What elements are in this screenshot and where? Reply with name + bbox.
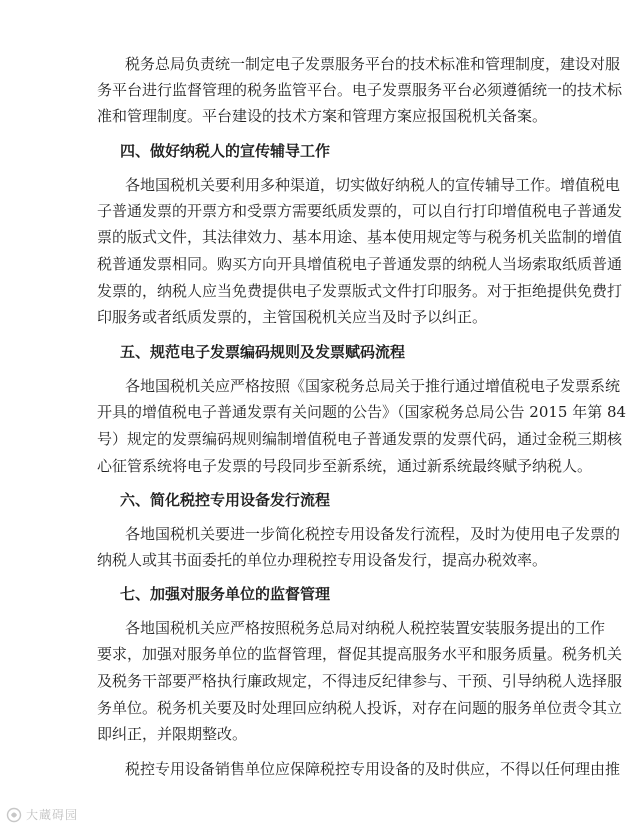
section5-heading: 五、规范电子发票编码规则及发票赋码流程 — [120, 343, 406, 361]
para1-line-3: 准和管理制度。平台建设的技术方案和管理方案应报国税机关备案。 — [97, 107, 548, 125]
watermark — [6, 806, 78, 823]
section7-line-5: 即纠正，并限期整改。 — [97, 725, 248, 743]
section4-heading: 四、做好纳税人的宣传辅导工作 — [120, 142, 331, 160]
section7-line-3: 及税务干部要严格执行廉政规定，不得违反纪律参与、干预、引导纳税人选择服 — [97, 672, 623, 690]
section7-line-1: 各地国税机关应严格按照税务总局对纳税人税控装置安装服务提出的工作 — [125, 619, 606, 637]
logo-icon — [6, 807, 22, 823]
section7-line-2: 要求，加强对服务单位的监督管理，督促其提高服务水平和服务质量。税务机关 — [97, 645, 623, 663]
section4-line-4: 税普通发票相同。购买方向开具增值税电子普通发票的纳税人当场索取纸质普通 — [97, 255, 623, 273]
section5-line-4: 心征管系统将电子发票的号段同步至新系统，通过新系统最终赋予纳税人。 — [97, 457, 593, 475]
section7-heading: 七、加强对服务单位的监督管理 — [120, 585, 331, 603]
section4-line-5: 发票的，纳税人应当免费提供电子发票版式文件打印服务。对于拒绝提供免费打 — [97, 282, 623, 300]
last-para-line-1: 税控专用设备销售单位应保障税控专用设备的及时供应，不得以任何理由推 — [125, 760, 621, 778]
section5-line-1: 各地国税机关应严格按照《国家税务总局关于推行通过增值税电子发票系统 — [125, 377, 621, 395]
section7-line-4: 务单位。税务机关要及时处理回应纳税人投诉，对存在问题的服务单位责令其立 — [97, 699, 623, 717]
section4-line-1: 各地国税机关要利用多种渠道，切实做好纳税人的宣传辅导工作。增值税电 — [125, 176, 621, 194]
para1-line-1: 税务总局负责统一制定电子发票服务平台的技术标准和管理制度，建设对服 — [125, 55, 621, 73]
section6-line-1: 各地国税机关要进一步简化税控专用设备发行流程，及时为使用电子发票的 — [125, 525, 621, 543]
section5-line-3: 号）规定的发票编码规则编制增值税电子普通发票的发票代码，通过金税三期核 — [97, 430, 623, 448]
section4-line-2: 子普通发票的开票方和受票方需要纸质发票的，可以自行打印增值税电子普通发 — [97, 202, 623, 220]
section6-line-2: 纳税人或其书面委托的单位办理税控专用设备发行，提高办税效率。 — [97, 551, 548, 569]
section4-line-3: 票的版式文件，其法律效力、基本用途、基本使用规定等与税务机关监制的增值 — [97, 228, 623, 246]
section4-line-6: 印服务或者纸质发票的，主管国税机关应当及时予以纠正。 — [97, 308, 488, 326]
para1-line-2: 务平台进行监督管理的税务监管平台。电子发票服务平台必须遵循统一的技术标 — [97, 81, 623, 99]
section6-heading: 六、简化税控专用设备发行流程 — [120, 491, 331, 509]
watermark-text: 大蔵碍园 — [26, 808, 79, 822]
section5-line-2: 开具的增值税电子普通发票有关问题的公告》（国家税务总局公告 2015 年第 84 — [97, 403, 627, 421]
